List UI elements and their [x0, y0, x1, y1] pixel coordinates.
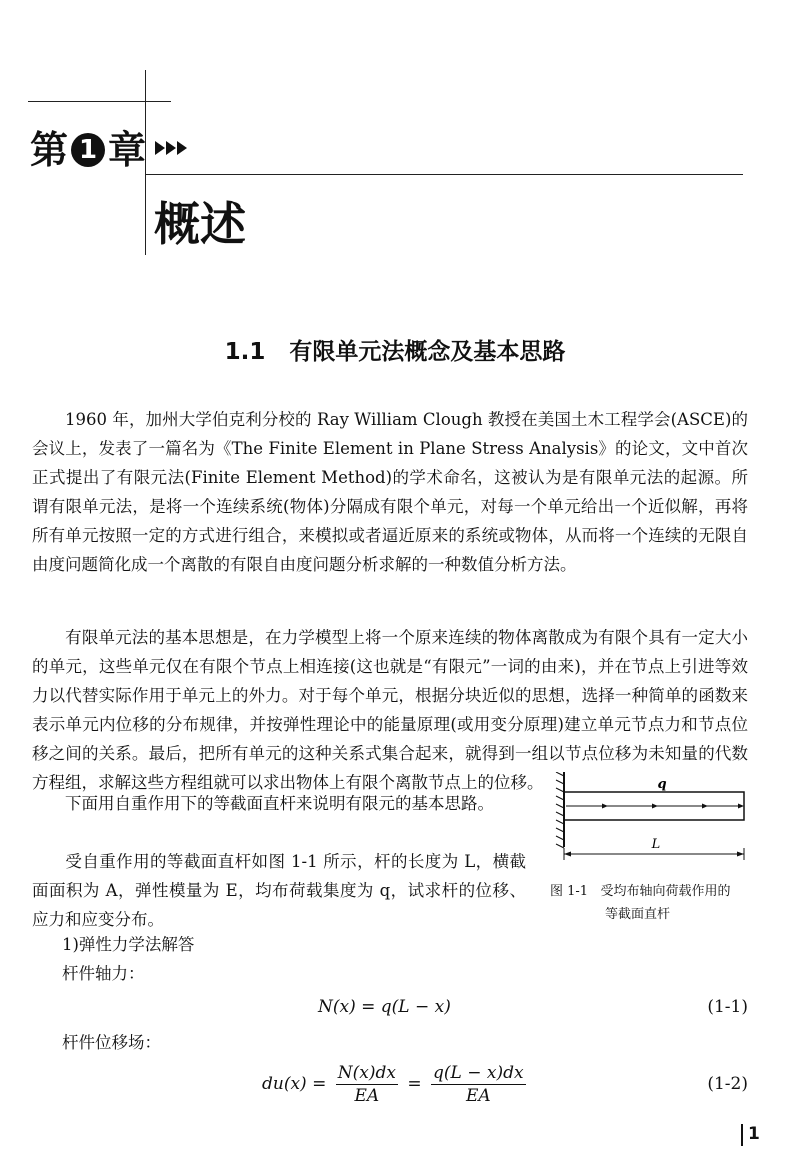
length-label: L [651, 837, 661, 852]
figure-caption-line-1: 受均布轴向荷载作用的 [600, 884, 731, 899]
equation-1: N(x) = q(L − x) [318, 997, 451, 1017]
section-number: 1.1 [224, 339, 266, 365]
chapter-arrows-icon [155, 141, 187, 155]
chapter-number: 1 [71, 133, 105, 167]
load-arrow-icon [738, 804, 744, 809]
label-displacement: 杆件位移场： [62, 1033, 161, 1052]
dimension-arrow-right-icon [737, 852, 744, 857]
chapter-prefix: 第 [30, 128, 69, 172]
figure-bar-diagram [540, 772, 755, 872]
chapter-suffix: 章 [108, 128, 147, 172]
label-axial-force: 杆件轴力： [62, 964, 145, 983]
paragraph-2: 有限单元法的基本思想是，在力学模型上将一个原来连续的物体离散成为有限个具有一定大小的单元，这些单元仅在有限个节点上相连接(这也就是“有限元”一词的由来)，并在节点上引进等效力以代替实际作用于单元上的外力。对于每个单元，根据分块近似的思想，选择一种简单的函数来表示单元内位移的分布规律，并按弹性理论中的能量原理(或用变分原理)建立单元节点力和节点位移之间的关系。最后，把所有单元的这种关系式集合起来，就得到一组以节点位移为未知量的代数方程组，求解这些方程组就可以求出物体上有限个离散节点上的位移。 [32, 628, 748, 792]
chapter-label [30, 126, 146, 174]
header-rule-middle [145, 174, 743, 175]
section-heading [0, 334, 790, 370]
wall-hatching [556, 772, 564, 848]
figure-caption-line-2: 等截面直杆 [605, 907, 671, 922]
page-number: 1 [748, 1124, 760, 1144]
load-arrow-icon [602, 804, 608, 809]
equation-2-fraction-1: $\frac{N(x)dx}{EA}$ [337, 1063, 396, 1106]
equation-2: du(x) = $\frac{N(x)dx}{EA}$ = $\frac{q(L - x)dx}{EA}$ [262, 1063, 524, 1106]
load-label: q [657, 777, 667, 792]
equation-2-fraction-2: $\frac{q(L - x)dx}{EA}$ [433, 1063, 524, 1106]
subheading: 1)弹性力学法解答 [62, 935, 195, 954]
equation-2-number: (1-2) [707, 1074, 748, 1094]
equation-1-number: (1-1) [707, 997, 748, 1017]
chapter-title: 概述 [154, 197, 246, 251]
paragraph-3: 下面用自重作用下的等截面直杆来说明有限元的基本思路。 [65, 794, 494, 813]
figure-caption-id: 图 1-1 [550, 884, 589, 899]
figure-caption [550, 880, 731, 926]
section-title: 有限单元法概念及基本思路 [289, 339, 566, 365]
load-arrow-icon [702, 804, 708, 809]
dimension-arrow-left-icon [564, 852, 571, 857]
paragraph-4: 受自重作用的等截面直杆如图 1-1 所示，杆的长度为 L，横截面面积为 A，弹性模量为 E，均布荷载集度为 q，试求杆的位移、应力和应变分布。 [32, 852, 526, 929]
paragraph-1: 1960 年，加州大学伯克利分校的 Ray William Clough 教授在美国土木工程学会(ASCE)的会议上，发表了一篇名为《The Finite Element in Plane Stress Analysis》的论文，文中首次正式提出了有限元法(Finite Element Method)的学术命名，这被认为是有限单元法的起源。所谓有限单元法，是将一个连续系统(物体)分隔成有限个单元，对每一个单元给出一个近似解，再将所有单元按照一定的方式进行组合，来模拟或者逼近原来的系统或物体，从而将一个连续的无限自由度问题简化成一个离散的有限自由度问题分析求解的一种数值分析方法。 [32, 410, 748, 574]
header-rule-top [28, 101, 171, 102]
page-number-bar [741, 1124, 743, 1146]
load-arrow-icon [652, 804, 658, 809]
